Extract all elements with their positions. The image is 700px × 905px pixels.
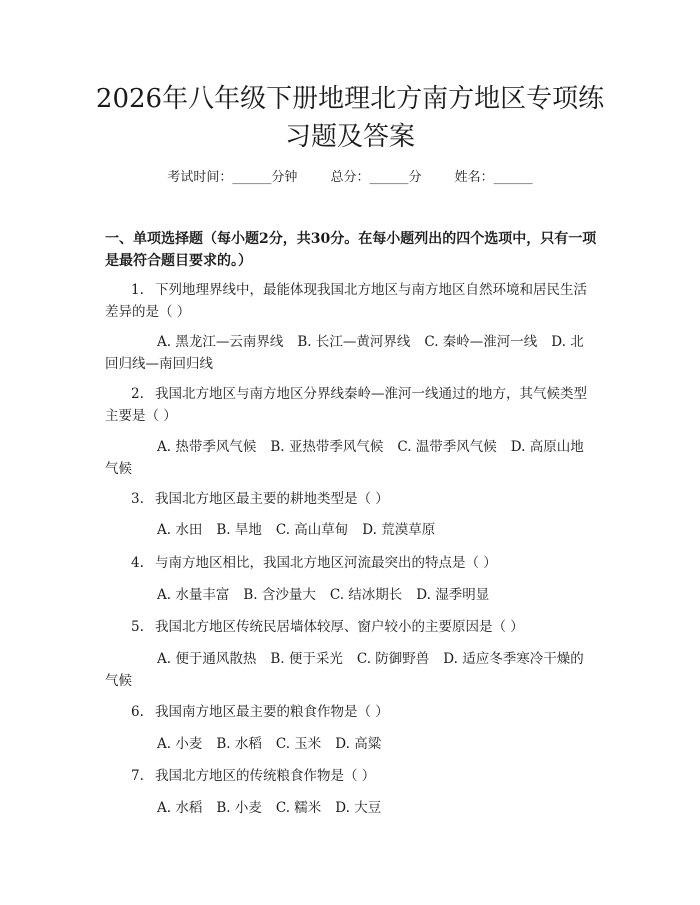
option-b: B. 旱地 [216,522,262,538]
option-a: A. 水量丰富 [157,587,230,603]
question-5 [105,616,597,638]
question-stem: 与南方地区相比，我国北方地区河流最突出的特点是（ ） [155,555,497,571]
question-7-options [105,797,597,819]
option-a: A. 热带季风气候 [157,439,257,455]
option-a: A. 水稻 [157,800,203,816]
section-heading: 一、单项选择题（每小题2分，共30分。在每小题列出的四个选项中，只有一项是最符合题目要求的。） [105,231,597,269]
option-a: A. 黑龙江—云南界线 [157,334,284,350]
question-stem: 我国北方地区的传统粮食作物是（ ） [155,768,376,784]
question-4 [105,552,597,574]
question-number: 1. [131,282,144,298]
option-b: B. 亚热带季风气候 [270,439,384,455]
question-number: 6. [131,704,144,720]
option-d: D. 适应冬季寒冷干燥的气候 [105,651,584,689]
option-a: A. 水田 [157,522,203,538]
option-d: D. 北回归线—南回归线 [105,334,584,372]
option-a: A. 便于通风散热 [157,651,257,667]
option-b: B. 便于采光 [270,651,343,667]
option-c: C. 秦岭—淮河一线 [424,334,538,350]
question-6-options [105,733,597,755]
option-b: B. 小麦 [216,800,262,816]
question-1-options [105,331,597,375]
total-score-field: 总分：______分 [330,170,422,185]
option-c: C. 糯米 [275,800,322,816]
option-c: C. 结冰期长 [329,587,403,603]
question-stem: 我国南方地区最主要的粮食作物是（ ） [155,704,389,720]
option-c: C. 玉米 [275,736,322,752]
option-b: B. 含沙量大 [243,587,316,603]
exam-time-field: 考试时间：______分钟 [167,170,298,185]
option-d: D. 高粱 [335,736,382,752]
question-6 [105,701,597,723]
question-1 [105,279,597,323]
question-stem: 下列地理界线中，最能体现我国北方地区与南方地区自然环境和居民生活差异的是（ ） [105,282,587,320]
option-d: D. 荒漠草原 [362,522,436,538]
question-number: 5. [131,619,144,635]
question-2 [105,383,597,427]
question-number: 7. [131,768,144,784]
option-b: B. 水稻 [216,736,262,752]
option-c: C. 温带季风气候 [397,439,497,455]
question-stem: 我国北方地区传统民居墙体较厚、窗户较小的主要原因是（ ） [155,619,524,635]
option-d: D. 高原山地气候 [105,439,584,477]
question-3 [105,488,597,510]
option-a: A. 小麦 [157,736,203,752]
question-5-options [105,648,597,692]
option-d: D. 大豆 [335,800,382,816]
question-number: 3. [131,491,144,507]
option-c: C. 防御野兽 [356,651,430,667]
question-number: 2. [131,386,144,402]
question-2-options [105,436,597,480]
question-stem: 我国北方地区与南方地区分界线秦岭—淮河一线通过的地方，其气候类型主要是（ ） [105,386,587,424]
question-7 [105,765,597,787]
option-b: B. 长江—黄河界线 [297,334,411,350]
student-name-field: 姓名：______ [454,170,533,185]
question-stem: 我国北方地区最主要的耕地类型是（ ） [155,491,389,507]
question-3-options [105,519,597,541]
page-title: 2026年八年级下册地理北方南方地区专项练习题及答案 [95,84,605,152]
question-4-options [105,584,597,606]
question-number: 4. [131,555,144,571]
exam-meta [0,168,700,188]
option-c: C. 高山草甸 [275,522,349,538]
option-d: D. 湿季明显 [416,587,490,603]
